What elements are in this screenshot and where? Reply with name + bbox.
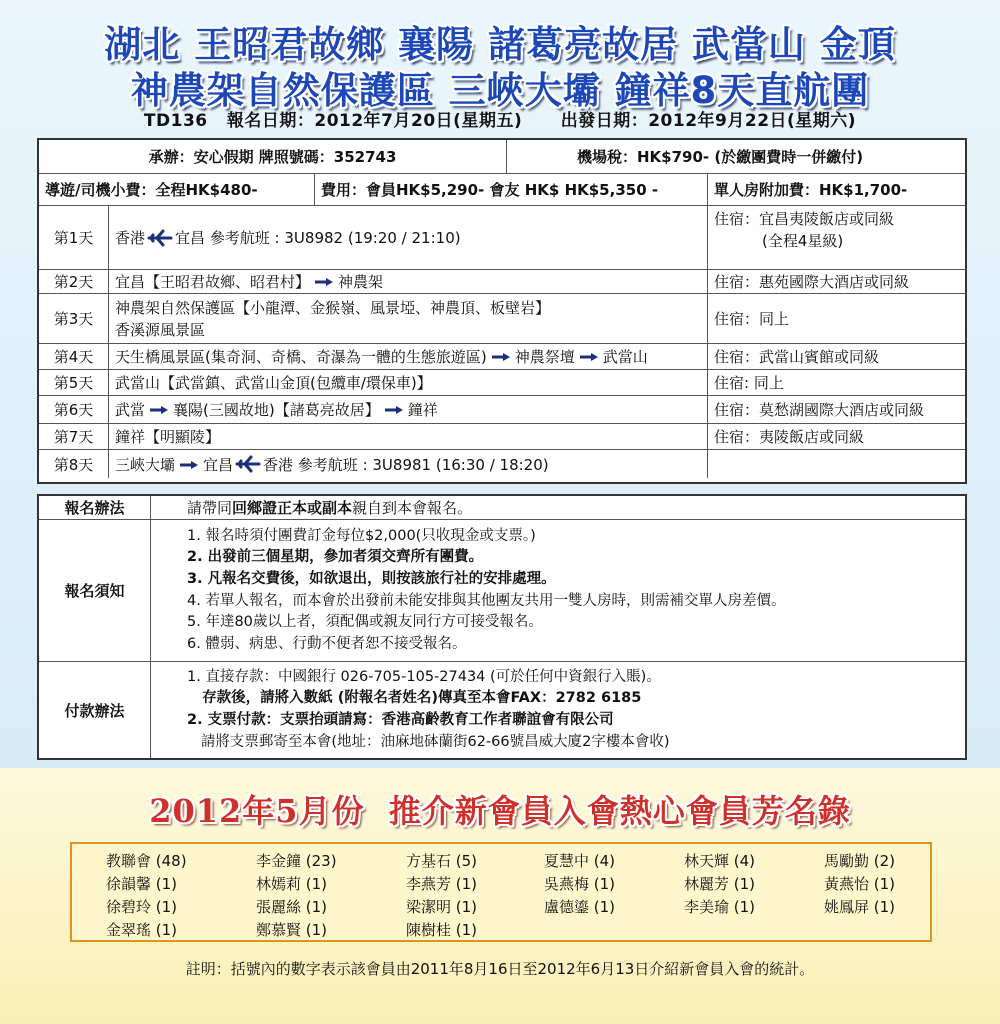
payment-4: 請將支票郵寄至本會(地址：油麻地砵蘭街62-66號昌威大廈2字樓本會收) bbox=[187, 733, 670, 750]
award-title: 2012年5月份 推介新會員入會熱心會員芳名錄 bbox=[149, 792, 851, 830]
payment-1: 1. 直接存款：中國銀行 026-705-105-27434 (可於任何中資銀行入賬)。 bbox=[187, 668, 661, 685]
payment-2: 存款後，請將入數紙 (附報名者姓名)傳真至本會FAX：2782 6185 bbox=[187, 690, 642, 707]
member-entry: 梁潔明 (1) bbox=[406, 898, 478, 916]
registration-method-text bbox=[151, 496, 965, 520]
notice-6: 6. 體弱、病患、行動不便者恕不接受報名。 bbox=[187, 635, 467, 652]
itinerary-route bbox=[109, 424, 708, 450]
itinerary-hotel: 住宿：同上 bbox=[708, 294, 965, 344]
itinerary-day: 第4天 bbox=[39, 344, 109, 370]
route-text: 香港 bbox=[115, 229, 146, 247]
itinerary-route bbox=[109, 294, 708, 344]
itinerary-hotel: 住宿：武當山賓館或同級 bbox=[708, 344, 965, 370]
route-text: 香港 參考航班 : 3U8981 (16:30 / 18:20) bbox=[263, 455, 549, 474]
award-note: 註明：括號內的數字表示該會員由2011年8月16日至2012年6月13日介紹新會員入會的統計。 bbox=[185, 960, 815, 978]
notice-2: 2. 出發前三個星期，參加者須交齊所有團費。 bbox=[187, 549, 484, 566]
itinerary-route bbox=[109, 450, 708, 478]
member-entry: 金翠瑤 (1) bbox=[106, 921, 178, 939]
arrow-right-icon bbox=[380, 401, 408, 419]
member-entry: 鄭慕賢 (1) bbox=[256, 921, 328, 939]
itinerary-day: 第1天 bbox=[39, 206, 109, 270]
member-list bbox=[70, 842, 932, 942]
payment-3: 2. 支票付款：支票抬頭請寫：香港高齡教育工作者聯誼會有限公司 bbox=[187, 712, 614, 728]
member-entry: 陳樹桂 (1) bbox=[406, 921, 478, 939]
itinerary-hotel bbox=[708, 450, 965, 478]
notice-5: 5. 年達80歲以上者，須配偶或親友同行方可接受報名。 bbox=[187, 614, 543, 631]
member-entry: 夏慧中 (4) bbox=[544, 852, 616, 870]
member-entry: 教聯會 (48) bbox=[106, 852, 187, 870]
member-entry: 徐碧玲 (1) bbox=[106, 898, 178, 916]
organizer-info: 承辦：安心假期 牌照號碼：352743 bbox=[39, 140, 507, 174]
route-text: 武當 bbox=[115, 401, 146, 419]
itinerary-route bbox=[109, 344, 708, 370]
plane-icon bbox=[145, 228, 175, 247]
member-entry: 徐韻馨 (1) bbox=[106, 875, 178, 893]
route-text: 武當山【武當鎮、武當山金頂(包纜車/環保車)】 bbox=[115, 374, 432, 392]
single-room-info: 單人房附加費：HK$1,700- bbox=[708, 174, 965, 206]
itinerary-day: 第6天 bbox=[39, 396, 109, 424]
tips-info: 導遊/司機小費：全程HK$480- bbox=[39, 174, 315, 206]
hotel-line-1: 住宿：宜昌夷陵飯店或同級 bbox=[714, 210, 895, 228]
route-line-1: 神農架自然保護區【小龍潭、金猴嶺、風景埡、神農頂、板壁岩】 bbox=[115, 298, 551, 317]
route-text: 武當山 bbox=[602, 348, 648, 366]
itinerary-route bbox=[109, 206, 708, 270]
route-text: 神農祭壇 bbox=[514, 348, 575, 366]
registration-notices bbox=[151, 520, 965, 662]
notice-4: 4. 若單人報名，而本會於出發前未能安排與其他團友共用一雙人房時，則需補交單人房差價。 bbox=[187, 592, 786, 609]
payment-method-label: 付款辦法 bbox=[39, 662, 151, 758]
member-entry: 林嫣莉 (1) bbox=[256, 875, 328, 893]
tour-code-and-dates: TD136 報名日期：2012年7月20日(星期五) 出發日期：2012年9月22日(星期六) bbox=[143, 111, 857, 131]
registration-table bbox=[37, 494, 967, 760]
itinerary-day: 第7天 bbox=[39, 424, 109, 450]
registration-method-label: 報名辦法 bbox=[39, 496, 151, 520]
route-text: 鐘祥【明顯陵】 bbox=[115, 428, 221, 446]
itinerary-route bbox=[109, 270, 708, 294]
route-text: 神農架 bbox=[338, 273, 384, 291]
arrow-right-icon bbox=[310, 273, 338, 291]
itinerary-hotel: 住宿: 同上 bbox=[708, 370, 965, 396]
member-entry: 吳燕梅 (1) bbox=[544, 875, 616, 893]
member-entry: 李美瑜 (1) bbox=[684, 898, 756, 916]
method-text-post: 親自到本會報名。 bbox=[352, 499, 473, 517]
route-text: 宜昌 參考航班 : 3U8982 (19:20 / 21:10) bbox=[175, 229, 461, 247]
method-text-pre: 請帶同 bbox=[187, 499, 233, 517]
main-title-line-1: 湖北 王昭君故鄉 襄陽 諸葛亮故居 武當山 金頂 bbox=[104, 23, 896, 66]
member-entry: 馬勵勤 (2) bbox=[824, 852, 896, 870]
member-entry: 方基石 (5) bbox=[406, 852, 478, 870]
itinerary-table bbox=[37, 138, 967, 484]
itinerary-day: 第2天 bbox=[39, 270, 109, 294]
arrow-right-icon bbox=[175, 455, 203, 473]
route-text: 天生橋風景區(集奇洞、奇橋、奇瀑為一體的生態旅遊區) bbox=[115, 348, 487, 366]
member-entry: 林天輝 (4) bbox=[684, 852, 756, 870]
itinerary-route bbox=[109, 370, 708, 396]
route-text: 宜昌【王昭君故鄉、昭君村】 bbox=[115, 273, 311, 291]
arrow-right-icon bbox=[575, 348, 603, 366]
registration-notice-label: 報名須知 bbox=[39, 520, 151, 662]
method-text-bold: 回鄉證正本或副本 bbox=[232, 499, 353, 517]
member-entry: 李金鐘 (23) bbox=[256, 852, 337, 870]
itinerary-day: 第5天 bbox=[39, 370, 109, 396]
route-text: 三峽大壩 bbox=[115, 455, 176, 474]
payment-methods bbox=[151, 662, 965, 758]
arrow-right-icon bbox=[145, 401, 173, 419]
route-line-2: 香溪源風景區 bbox=[115, 320, 206, 339]
itinerary-day: 第8天 bbox=[39, 450, 109, 478]
hotel-line-2: (全程4星級) bbox=[762, 232, 844, 250]
route-text: 鐘祥 bbox=[407, 401, 438, 419]
arrow-right-icon bbox=[487, 348, 515, 366]
notice-1: 1. 報名時須付團費訂金每位$2,000(只收現金或支票。) bbox=[187, 527, 536, 544]
itinerary-route bbox=[109, 396, 708, 424]
member-entry: 李燕芳 (1) bbox=[406, 875, 478, 893]
member-entry: 林麗芳 (1) bbox=[684, 875, 756, 893]
member-entry: 張麗絲 (1) bbox=[256, 898, 328, 916]
member-entry: 盧德鎏 (1) bbox=[544, 898, 616, 916]
member-entry: 黃燕怡 (1) bbox=[824, 875, 896, 893]
itinerary-day: 第3天 bbox=[39, 294, 109, 344]
itinerary-hotel bbox=[708, 206, 965, 270]
main-title-line-2: 神農架自然保護區 三峽大壩 鐘祥8天直航團 bbox=[130, 69, 870, 112]
route-text: 宜昌 bbox=[203, 455, 234, 474]
notice-3: 3. 凡報名交費後，如欲退出，則按該旅行社的安排處理。 bbox=[187, 570, 556, 587]
itinerary-hotel: 住宿：惠苑國際大酒店或同級 bbox=[708, 270, 965, 294]
itinerary-hotel: 住宿：夷陵飯店或同級 bbox=[708, 424, 965, 450]
itinerary-hotel: 住宿：莫愁湖國際大酒店或同級 bbox=[708, 396, 965, 424]
fee-info: 費用：會員HK$5,290- 會友 HK$ HK$5,350 - bbox=[315, 174, 708, 206]
route-text: 襄陽(三國故地)【諸葛亮故居】 bbox=[173, 401, 380, 419]
member-entry: 姚鳳屏 (1) bbox=[824, 898, 896, 916]
plane-icon bbox=[233, 455, 263, 474]
airport-tax-info: 機場稅：HK$790- (於繳團費時一併繳付) bbox=[507, 140, 965, 174]
